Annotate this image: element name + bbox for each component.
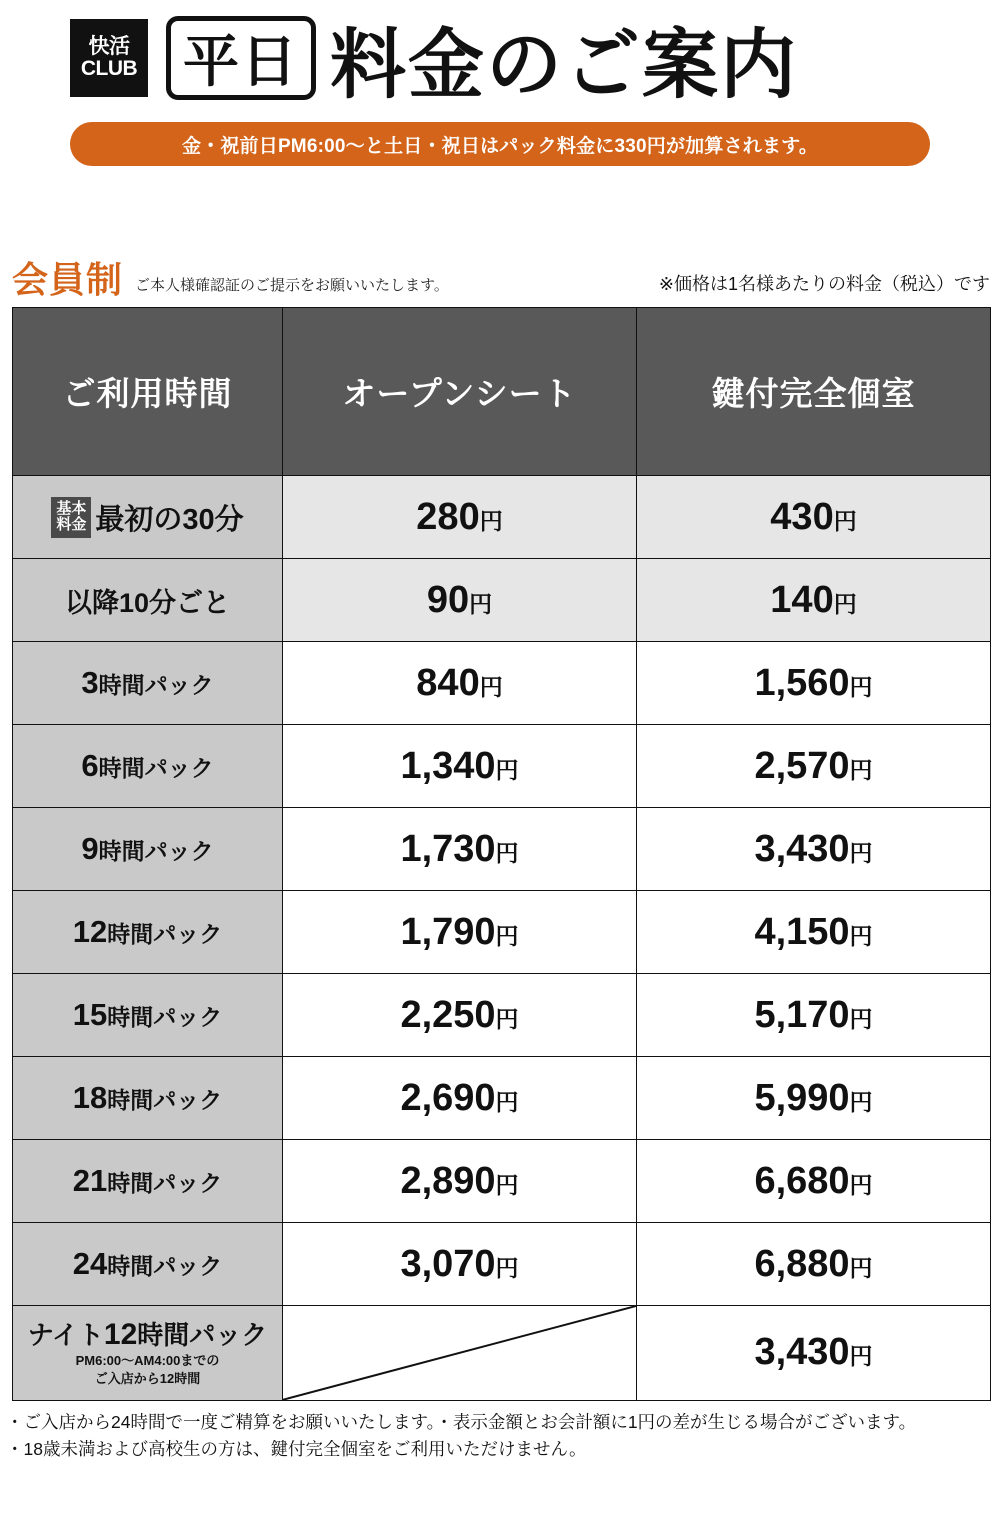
- price-open-seat: [283, 725, 637, 808]
- footnotes: [6, 1409, 1000, 1463]
- surcharge-notice: 金・祝前日PM6:00〜と土日・祝日はパック料金に330円が加算されます。: [70, 122, 930, 166]
- yen-unit: 円: [479, 507, 503, 534]
- row-label-pack-18h: [13, 1057, 283, 1140]
- pack-unit: 時間パック: [98, 838, 214, 864]
- page-title: 料金のご案内: [330, 22, 798, 108]
- pack-hours: 9: [81, 831, 99, 866]
- night-pack-title: [15, 1318, 280, 1351]
- price-private-room: [637, 725, 991, 808]
- pack-unit: 時間パック: [98, 672, 214, 698]
- night-pack-open-seat-unavailable: [283, 1306, 637, 1401]
- pack-hours: 18: [72, 1080, 108, 1115]
- price-value: 1,560: [754, 661, 850, 704]
- table-row: [13, 891, 991, 974]
- footnote-1: ・ご入店から24時間で一度ご精算をお願いいたします。・表示金額とお会計額に1円の差が生じる場合がございます。: [6, 1411, 917, 1432]
- price-private-room: [637, 1057, 991, 1140]
- table-row: [13, 642, 991, 725]
- price-value: 3,070: [400, 1242, 496, 1285]
- price-value: 2,890: [400, 1159, 496, 1202]
- yen-unit: 円: [833, 507, 857, 534]
- night-hours: 12: [103, 1318, 138, 1352]
- logo-line-2: CLUB: [80, 57, 138, 80]
- night-pack-sub-2: ご入店から12時間: [94, 1371, 201, 1387]
- row-label-pack-9h: [13, 808, 283, 891]
- pack-hours: 12: [72, 914, 108, 949]
- price-value: 2,250: [400, 993, 496, 1036]
- price-value: 1,790: [400, 910, 496, 953]
- basic-fee-badge-line-2: 料金: [56, 516, 87, 533]
- yen-unit: 円: [833, 590, 857, 617]
- pack-unit: 時間パック: [107, 1170, 223, 1196]
- yen-unit: 円: [849, 1088, 873, 1115]
- price-value: 3,430: [754, 827, 850, 870]
- price-value: 1,730: [400, 827, 496, 870]
- price-open-seat: [283, 1057, 637, 1140]
- price-private-room: [637, 1223, 991, 1306]
- pack-unit: 時間パック: [107, 1087, 223, 1113]
- weekday-badge: 平日: [166, 16, 316, 100]
- price-private-room: [637, 476, 991, 559]
- yen-unit: 円: [469, 590, 493, 617]
- price-value: 280: [416, 495, 480, 538]
- yen-unit: 円: [849, 1171, 873, 1198]
- price-open-seat: [283, 476, 637, 559]
- kaikatsu-club-logo: [70, 19, 148, 97]
- yen-unit: 円: [495, 839, 519, 866]
- price-open-seat: [283, 642, 637, 725]
- price-open-seat: [283, 808, 637, 891]
- price-private-room: [637, 559, 991, 642]
- row-label-pack-24h: [13, 1223, 283, 1306]
- membership-row: [0, 258, 1000, 298]
- yen-unit: 円: [495, 1088, 519, 1115]
- price-private-room: [637, 642, 991, 725]
- table-row: [13, 1140, 991, 1223]
- table-row: [13, 476, 991, 559]
- yen-unit: 円: [849, 1005, 873, 1032]
- table-row: [13, 1223, 991, 1306]
- yen-unit: 円: [849, 1343, 873, 1370]
- row-label-pack-3h: [13, 642, 283, 725]
- pack-hours: 3: [81, 665, 99, 700]
- row-label-pack-15h: [13, 974, 283, 1057]
- yen-unit: 円: [849, 922, 873, 949]
- pack-unit: 時間パック: [107, 1004, 223, 1030]
- row-label-text: 最初の30分: [95, 503, 244, 536]
- logo-line-1: 快活: [88, 34, 130, 58]
- night-pack-sub-1: PM6:00〜AM4:00までの: [75, 1353, 220, 1369]
- price-private-room: [637, 974, 991, 1057]
- membership-heading: 会員制: [12, 259, 124, 300]
- yen-unit: 円: [849, 1254, 873, 1281]
- yen-unit: 円: [495, 1254, 519, 1281]
- price-value: 1,340: [400, 744, 496, 787]
- price-private-room: [637, 1140, 991, 1223]
- price-open-seat: [283, 891, 637, 974]
- basic-fee-badge: [51, 497, 91, 538]
- pack-hours: 24: [72, 1246, 108, 1281]
- price-open-seat: [283, 559, 637, 642]
- column-header-open-seat: オープンシート: [283, 308, 637, 476]
- poster-header: [0, 0, 1000, 110]
- price-value: 3,430: [754, 1331, 850, 1374]
- price-open-seat: [283, 1223, 637, 1306]
- row-label-pack-6h: [13, 725, 283, 808]
- column-header-private-room: 鍵付完全個室: [637, 308, 991, 476]
- diagonal-strike-icon: [283, 1306, 636, 1400]
- row-label-night-pack: [13, 1306, 283, 1401]
- price-open-seat: [283, 1140, 637, 1223]
- tax-note: ※価格は1名様あたりの料金（税込）です: [658, 274, 990, 294]
- table-row: [13, 974, 991, 1057]
- pack-unit: 時間パック: [107, 921, 223, 947]
- yen-unit: 円: [495, 756, 519, 783]
- night-suffix: 時間パック: [137, 1320, 268, 1351]
- yen-unit: 円: [849, 673, 873, 700]
- price-table: [12, 307, 991, 1401]
- table-header-row: [13, 308, 991, 476]
- pack-hours: 21: [72, 1163, 108, 1198]
- yen-unit: 円: [495, 1171, 519, 1198]
- night-prefix: ナイト: [27, 1320, 104, 1351]
- yen-unit: 円: [849, 756, 873, 783]
- pack-unit: 時間パック: [107, 1253, 223, 1279]
- table-row-night-pack: [13, 1306, 991, 1401]
- price-table-body: [13, 476, 991, 1401]
- price-value: 4,150: [754, 910, 850, 953]
- price-value: 2,570: [754, 744, 850, 787]
- price-value: 6,680: [754, 1159, 850, 1202]
- price-private-room: [637, 1306, 991, 1401]
- price-value: 840: [416, 661, 480, 704]
- pack-hours: 15: [72, 997, 108, 1032]
- table-row: [13, 1057, 991, 1140]
- row-label-each-10min: 以降10分ごと: [13, 559, 283, 642]
- yen-unit: 円: [495, 1005, 519, 1032]
- yen-unit: 円: [495, 922, 519, 949]
- price-private-room: [637, 808, 991, 891]
- column-header-time: ご利用時間: [13, 308, 283, 476]
- price-value: 2,690: [400, 1076, 496, 1119]
- pack-unit: 時間パック: [98, 755, 214, 781]
- price-value: 6,880: [754, 1242, 850, 1285]
- table-row: [13, 725, 991, 808]
- yen-unit: 円: [849, 839, 873, 866]
- row-label-pack-12h: [13, 891, 283, 974]
- yen-unit: 円: [479, 673, 503, 700]
- row-label-first-30min: [13, 476, 283, 559]
- price-value: 430: [770, 495, 834, 538]
- price-table-header: [13, 308, 991, 476]
- price-value: 90: [426, 578, 470, 621]
- price-private-room: [637, 891, 991, 974]
- price-value: 5,170: [754, 993, 850, 1036]
- row-label-pack-21h: [13, 1140, 283, 1223]
- table-row: [13, 808, 991, 891]
- pack-hours: 6: [81, 748, 99, 783]
- basic-fee-badge-line-1: 基本: [56, 499, 87, 517]
- membership-note: ご本人様確認証のご提示をお願いいたします。: [135, 277, 449, 294]
- table-row: [13, 559, 991, 642]
- price-open-seat: [283, 974, 637, 1057]
- price-value: 5,990: [754, 1076, 850, 1119]
- price-value: 140: [770, 578, 834, 621]
- footnote-2: ・18歳未満および高校生の方は、鍵付完全個室をご利用いただけません。: [6, 1438, 587, 1459]
